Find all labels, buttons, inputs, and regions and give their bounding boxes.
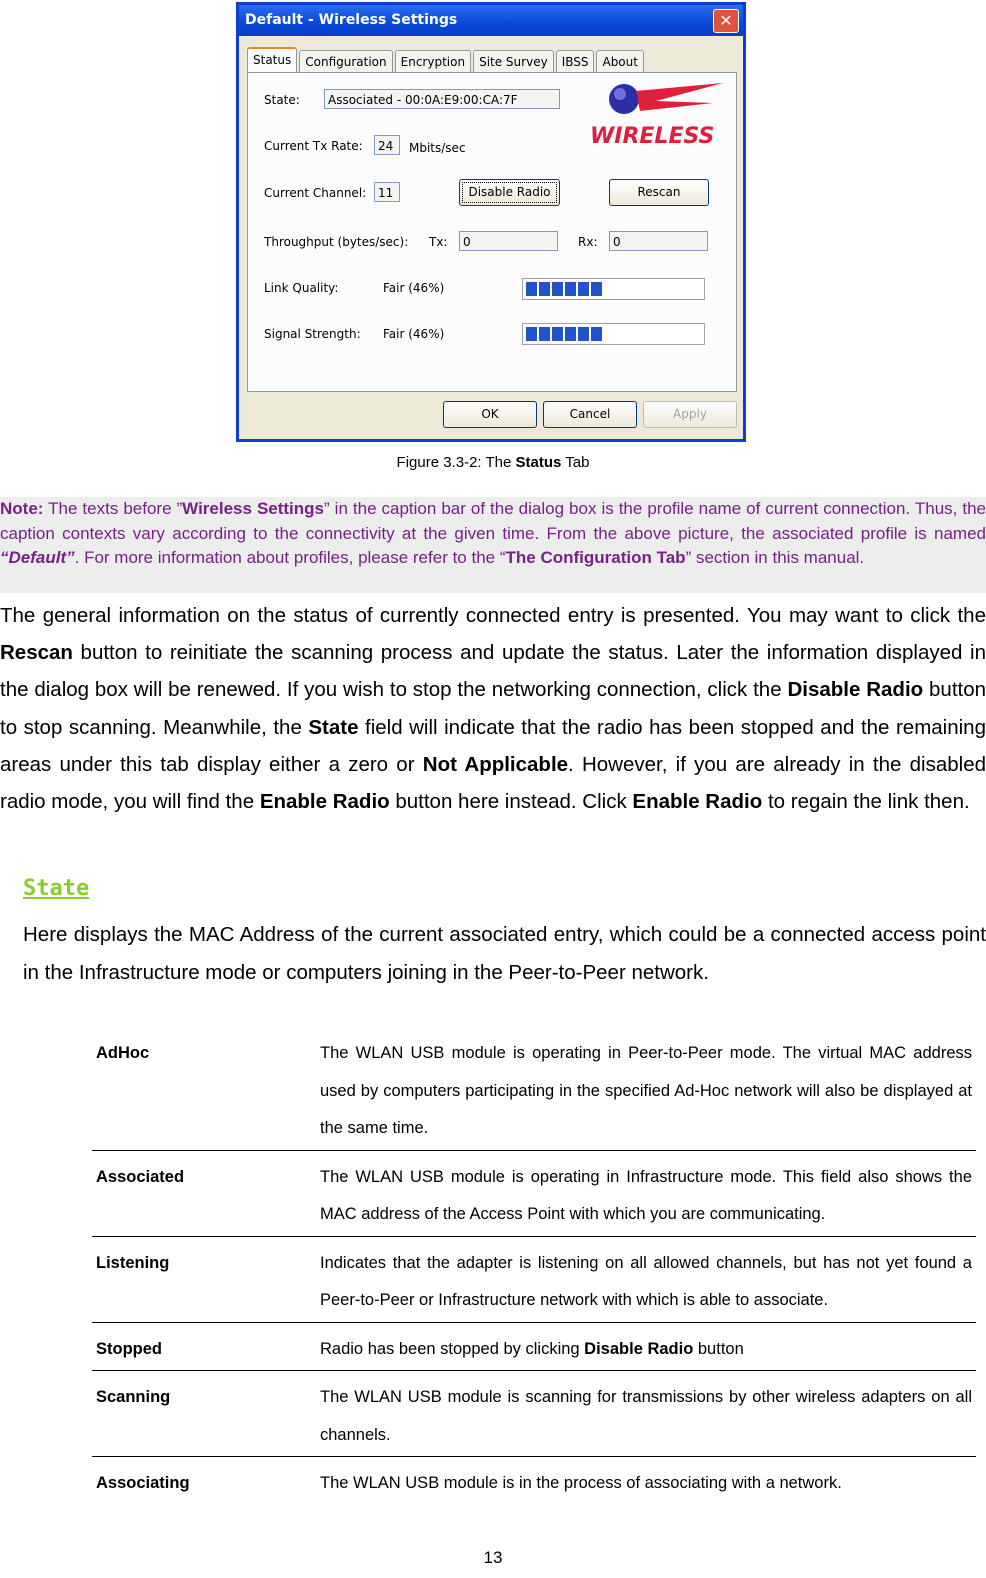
bar-segment bbox=[539, 327, 550, 341]
bar-segment bbox=[552, 327, 563, 341]
bar-segment bbox=[578, 282, 589, 296]
body-bold: State bbox=[308, 715, 359, 739]
throughput-label: Throughput (bytes/sec): bbox=[264, 235, 409, 249]
note-bold: “Default” bbox=[0, 548, 75, 567]
tab-strip bbox=[247, 47, 646, 73]
body-text: button here instead. Click bbox=[389, 790, 633, 814]
table-row bbox=[92, 1027, 976, 1150]
section-title: State bbox=[23, 876, 90, 901]
link-quality-bar bbox=[522, 278, 705, 300]
state-label: State: bbox=[264, 93, 300, 107]
caption-bold: Status bbox=[515, 454, 562, 471]
signal-strength-label: Signal Strength: bbox=[264, 327, 361, 341]
caption-suffix: Tab bbox=[561, 454, 590, 471]
note-text: The texts before ” bbox=[43, 499, 183, 518]
state-term: Listening bbox=[92, 1236, 316, 1322]
logo-text: WIRELESS bbox=[590, 124, 715, 149]
table-row bbox=[92, 1150, 976, 1236]
bar-segment bbox=[526, 282, 537, 296]
channel-label: Current Channel: bbox=[264, 186, 367, 200]
disable-radio-button[interactable]: Disable Radio bbox=[459, 179, 560, 206]
tab-encryption[interactable]: Encryption bbox=[395, 50, 471, 76]
bar-segment bbox=[526, 327, 537, 341]
tx-label: Tx: bbox=[429, 235, 448, 249]
body-bold: Not Applicable bbox=[422, 752, 569, 776]
section-text: Here displays the MAC Address of the current associated entry, which could be a connected access point in the Infrastructure mode or computers joining in the Peer-to-Peer network. bbox=[23, 923, 986, 984]
note-bold: Wireless Settings bbox=[182, 499, 325, 518]
apply-button[interactable]: Apply bbox=[643, 401, 737, 428]
page-number: 13 bbox=[483, 1548, 503, 1567]
figure-caption bbox=[0, 454, 986, 471]
state-definition: The WLAN USB module is in the process of associating with a network. bbox=[320, 1474, 842, 1492]
definition-text: Radio has been stopped by clicking bbox=[320, 1339, 585, 1358]
dialog-title: Default - Wireless Settings bbox=[245, 12, 458, 28]
body-text: to regain the link then. bbox=[762, 790, 970, 814]
bar-segment bbox=[591, 282, 602, 296]
tx-rate-field: 24 bbox=[374, 135, 400, 155]
body-bold: Enable Radio bbox=[632, 790, 763, 814]
body-text: . However, if you are already in the disabled radio mode, you will find the bbox=[0, 752, 986, 814]
bar-segment bbox=[578, 327, 589, 341]
state-term: Scanning bbox=[92, 1371, 316, 1457]
body-text: button to stop scanning. Meanwhile, the bbox=[0, 678, 986, 739]
tab-status[interactable]: Status bbox=[247, 47, 297, 77]
body-text: The general information on the status of currently connected entry is presented. You may want to click the bbox=[0, 604, 986, 627]
note-bold: The Configuration Tab bbox=[505, 548, 686, 567]
tx-rate-unit: Mbits/sec bbox=[409, 141, 466, 155]
definition-text: button bbox=[693, 1339, 744, 1358]
bar-segment bbox=[565, 282, 576, 296]
body-text: field will indicate that the radio has been stopped and the remaining areas under this tab display either a zero or bbox=[0, 715, 986, 776]
state-definition: The WLAN USB module is operating in Infrastructure mode. This field also shows the MAC address of the Access Point with which you are communicating. bbox=[316, 1150, 976, 1236]
tx-field: 0 bbox=[459, 231, 558, 251]
state-term: Associated bbox=[92, 1150, 316, 1236]
table-row bbox=[92, 1371, 976, 1457]
wireless-logo bbox=[588, 77, 728, 155]
tab-configuration[interactable]: Configuration bbox=[299, 50, 392, 76]
states-table bbox=[92, 1027, 976, 1505]
tx-rate-label: Current Tx Rate: bbox=[264, 139, 363, 153]
body-text: button to reinitiate the scanning process and update the status. Later the information displayed in the dialog box will be renewed. If you wish to stop the networking connection, click the bbox=[0, 641, 986, 702]
rx-field: 0 bbox=[609, 231, 708, 251]
state-field: Associated - 00:0A:E9:00:CA:7F bbox=[324, 89, 560, 109]
link-quality-label: Link Quality: bbox=[264, 281, 339, 295]
bar-segment bbox=[552, 282, 563, 296]
tab-ibss[interactable]: IBSS bbox=[556, 50, 595, 76]
note-text: . For more information about profiles, please refer to the “ bbox=[74, 548, 506, 567]
link-quality-value: Fair (46%) bbox=[383, 281, 445, 295]
state-term: Stopped bbox=[92, 1322, 316, 1371]
note-box bbox=[0, 497, 986, 593]
state-term: AdHoc bbox=[92, 1027, 316, 1150]
dialog-titlebar bbox=[239, 5, 743, 36]
definition-bold: Disable Radio bbox=[584, 1339, 694, 1358]
table-row bbox=[92, 1457, 976, 1505]
state-term: Associating bbox=[96, 1474, 190, 1492]
bar-segment bbox=[539, 282, 550, 296]
bar-segment bbox=[565, 327, 576, 341]
rx-label: Rx: bbox=[578, 235, 598, 249]
table-row bbox=[92, 1236, 976, 1322]
ok-button[interactable]: OK bbox=[443, 401, 537, 428]
state-definition bbox=[316, 1322, 976, 1371]
close-button[interactable]: ✕ bbox=[713, 9, 739, 33]
note-text: ” in the caption bar of the dialog box is the profile name of current connection. Thus, the caption contexts vary according to the connectivity at the given time. From the above picture, the associated profile is named bbox=[0, 499, 986, 543]
cancel-button[interactable]: Cancel bbox=[543, 401, 637, 428]
bar-segment bbox=[591, 327, 602, 341]
state-definition: The WLAN USB module is operating in Peer-to-Peer mode. The virtual MAC address used by computers participating in the specified Ad-Hoc network will also be displayed at the same time. bbox=[316, 1027, 976, 1150]
state-definition: Indicates that the adapter is listening on all allowed channels, but has not yet found a Peer-to-Peer or Infrastructure network with which is able to associate. bbox=[316, 1236, 976, 1322]
note-label: Note: bbox=[0, 499, 44, 518]
rescan-button[interactable]: Rescan bbox=[609, 179, 709, 206]
tab-site-survey[interactable]: Site Survey bbox=[473, 50, 554, 76]
tab-about[interactable]: About bbox=[596, 50, 643, 76]
wireless-settings-dialog bbox=[236, 2, 746, 442]
signal-strength-bar bbox=[522, 323, 705, 345]
body-bold: Enable Radio bbox=[259, 790, 390, 814]
table-row bbox=[92, 1322, 976, 1371]
state-definition: The WLAN USB module is scanning for transmissions by other wireless adapters on all channels. bbox=[316, 1371, 976, 1457]
body-bold: Disable Radio bbox=[787, 678, 924, 702]
caption-prefix: Figure 3.3-2: The bbox=[396, 454, 516, 471]
body-bold: Rescan bbox=[0, 641, 73, 665]
status-panel bbox=[247, 72, 737, 392]
note-text: ” section in this manual. bbox=[685, 548, 865, 567]
signal-strength-value: Fair (46%) bbox=[383, 327, 445, 341]
status-description bbox=[0, 597, 986, 820]
channel-field: 11 bbox=[374, 182, 400, 202]
